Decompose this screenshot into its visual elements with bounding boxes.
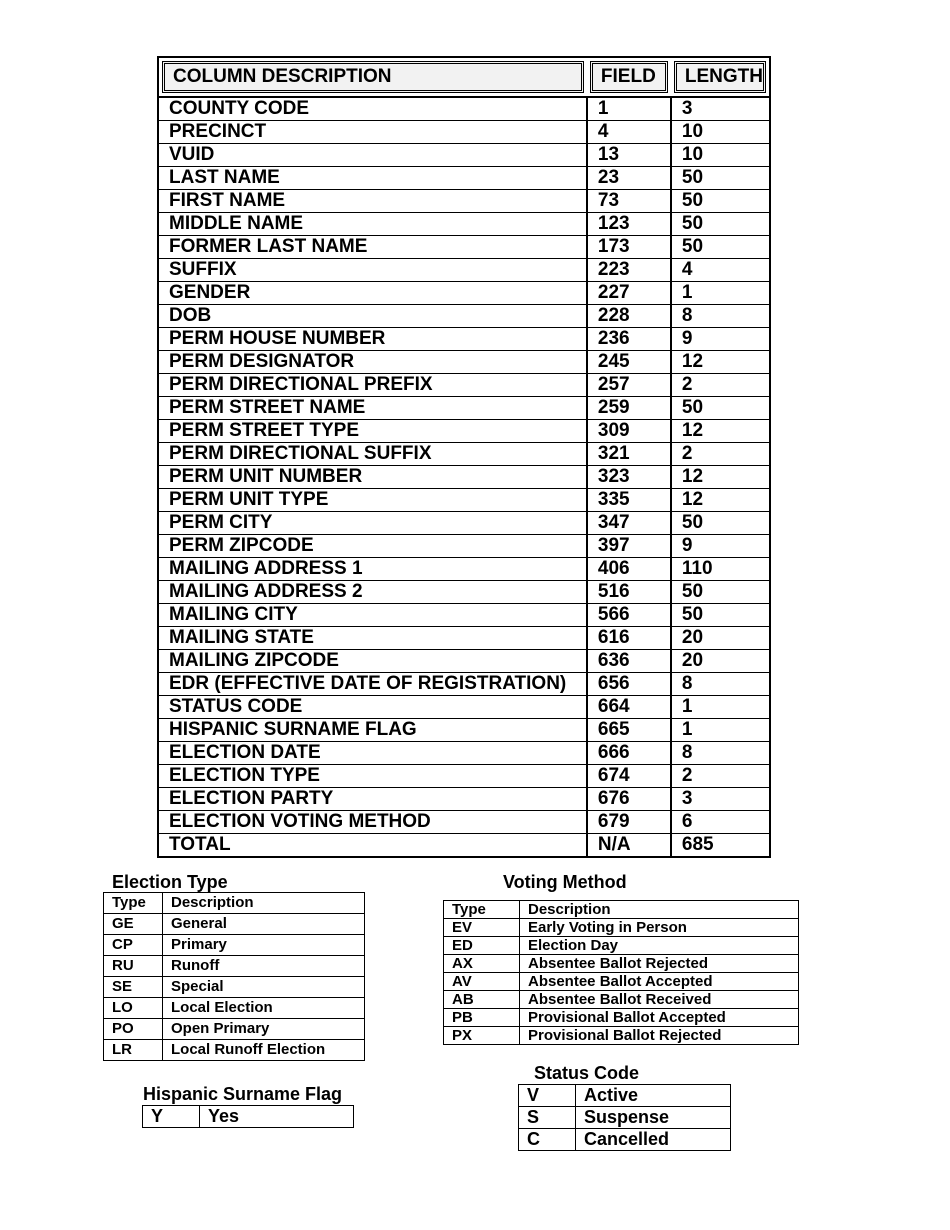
cell-description: MAILING ADDRESS 1 [158,558,587,581]
cell-description: Primary [163,935,365,956]
cell-description: FIRST NAME [158,190,587,213]
header-description: Description [163,893,365,914]
cell-type: PB [444,1009,520,1027]
cell-type: AB [444,991,520,1009]
table-row [158,650,770,673]
table-row [158,328,770,351]
header-field: FIELD [587,57,671,97]
table-row [158,305,770,328]
cell-description: Special [163,977,365,998]
cell-description: DOB [158,305,587,328]
table-row [158,765,770,788]
cell-description: EDR (EFFECTIVE DATE OF REGISTRATION) [158,673,587,696]
cell-description: PERM ZIPCODE [158,535,587,558]
table-row [158,397,770,420]
cell-length: 10 [671,121,770,144]
cell-length: 8 [671,673,770,696]
cell-length: 2 [671,765,770,788]
cell-field: 674 [587,765,671,788]
cell-field: 321 [587,443,671,466]
cell-field: 679 [587,811,671,834]
table-row [158,834,770,858]
table-row [158,719,770,742]
cell-length: 50 [671,236,770,259]
cell-field: 123 [587,213,671,236]
cell-description: Provisional Ballot Rejected [520,1027,799,1045]
cell-field: 666 [587,742,671,765]
cell-description: Suspense [576,1107,731,1129]
cell-length: 50 [671,167,770,190]
cell-field: 636 [587,650,671,673]
table-row [158,512,770,535]
cell-field: 309 [587,420,671,443]
voting-method-title: Voting Method [503,872,627,892]
cell-length: 8 [671,742,770,765]
table-row [158,121,770,144]
cell-description: MAILING ADDRESS 2 [158,581,587,604]
table-row [158,236,770,259]
table-row [158,282,770,305]
cell-description: GENDER [158,282,587,305]
cell-field: N/A [587,834,671,858]
table-row [104,935,365,956]
table-row [158,581,770,604]
cell-description: PRECINCT [158,121,587,144]
table-row [444,973,799,991]
table-row [104,1040,365,1061]
cell-field: 223 [587,259,671,282]
header-length: LENGTH [671,57,770,97]
cell-description: Absentee Ballot Rejected [520,955,799,973]
table-row [444,1009,799,1027]
cell-type: GE [104,914,163,935]
cell-type: CP [104,935,163,956]
cell-description: Runoff [163,956,365,977]
cell-length: 3 [671,788,770,811]
table-row [158,144,770,167]
table-row [158,351,770,374]
cell-description: ELECTION PARTY [158,788,587,811]
header-description: Description [520,901,799,919]
cell-field: 227 [587,282,671,305]
table-row [104,977,365,998]
cell-description: PERM DIRECTIONAL SUFFIX [158,443,587,466]
cell-length: 20 [671,627,770,650]
table-row [158,420,770,443]
cell-field: 516 [587,581,671,604]
table-row [143,1106,354,1128]
cell-field: 4 [587,121,671,144]
cell-description: Election Day [520,937,799,955]
table-row [104,1019,365,1040]
cell-field: 257 [587,374,671,397]
table-row [104,914,365,935]
table-row [158,259,770,282]
cell-description: PERM UNIT NUMBER [158,466,587,489]
cell-field: 347 [587,512,671,535]
cell-field: 665 [587,719,671,742]
cell-description: PERM STREET NAME [158,397,587,420]
header-type: Type [444,901,520,919]
table-row [444,919,799,937]
cell-length: 1 [671,696,770,719]
cell-code: C [519,1129,576,1151]
table-row [158,558,770,581]
table-row [444,1027,799,1045]
table-row [158,627,770,650]
cell-description: General [163,914,365,935]
cell-description: Local Election [163,998,365,1019]
cell-description: Absentee Ballot Accepted [520,973,799,991]
cell-field: 245 [587,351,671,374]
cell-length: 685 [671,834,770,858]
cell-length: 50 [671,581,770,604]
cell-type: LR [104,1040,163,1061]
header-column-description: COLUMN DESCRIPTION [158,57,587,97]
table-row [104,956,365,977]
table-row [519,1129,731,1151]
cell-description: HISPANIC SURNAME FLAG [158,719,587,742]
table-row [104,998,365,1019]
cell-type: ED [444,937,520,955]
cell-description: MAILING STATE [158,627,587,650]
cell-type: SE [104,977,163,998]
cell-description: LAST NAME [158,167,587,190]
cell-length: 12 [671,420,770,443]
cell-description: PERM DESIGNATOR [158,351,587,374]
table-row [158,466,770,489]
status-code-table [518,1084,731,1151]
cell-length: 9 [671,328,770,351]
cell-description: Early Voting in Person [520,919,799,937]
cell-description: MAILING ZIPCODE [158,650,587,673]
cell-length: 9 [671,535,770,558]
cell-length: 20 [671,650,770,673]
cell-length: 10 [671,144,770,167]
table-row [444,955,799,973]
cell-field: 397 [587,535,671,558]
table-row [444,991,799,1009]
voting-method-table [443,900,799,1045]
cell-description: ELECTION VOTING METHOD [158,811,587,834]
cell-field: 676 [587,788,671,811]
cell-description: PERM HOUSE NUMBER [158,328,587,351]
cell-description: ELECTION DATE [158,742,587,765]
cell-description: SUFFIX [158,259,587,282]
cell-description: PERM STREET TYPE [158,420,587,443]
table-row [519,1085,731,1107]
cell-code: Y [143,1106,200,1128]
cell-length: 1 [671,282,770,305]
cell-type: AV [444,973,520,991]
hispanic-surname-flag-title: Hispanic Surname Flag [143,1084,343,1104]
table-row [158,213,770,236]
table-header-row [158,57,770,97]
table-row [158,535,770,558]
status-code-title: Status Code [534,1063,640,1083]
table-row [158,374,770,397]
cell-length: 1 [671,719,770,742]
cell-description: MAILING CITY [158,604,587,627]
cell-field: 23 [587,167,671,190]
election-type-title: Election Type [112,872,228,892]
cell-field: 664 [587,696,671,719]
cell-description: Active [576,1085,731,1107]
cell-description: Provisional Ballot Accepted [520,1009,799,1027]
cell-description: FORMER LAST NAME [158,236,587,259]
cell-length: 8 [671,305,770,328]
cell-field: 73 [587,190,671,213]
cell-field: 406 [587,558,671,581]
table-row [519,1107,731,1129]
table-body [158,97,770,857]
table-row [158,604,770,627]
cell-description: STATUS CODE [158,696,587,719]
cell-length: 6 [671,811,770,834]
cell-field: 259 [587,397,671,420]
cell-field: 335 [587,489,671,512]
table-row [158,742,770,765]
table-row [158,443,770,466]
header-type: Type [104,893,163,914]
cell-code: S [519,1107,576,1129]
table-header-row [104,893,365,914]
cell-length: 50 [671,213,770,236]
table-row [158,489,770,512]
cell-type: AX [444,955,520,973]
cell-type: LO [104,998,163,1019]
cell-type: PX [444,1027,520,1045]
table-row [158,811,770,834]
cell-description: MIDDLE NAME [158,213,587,236]
cell-description: ELECTION TYPE [158,765,587,788]
cell-length: 12 [671,466,770,489]
table-row [158,673,770,696]
cell-field: 173 [587,236,671,259]
cell-length: 110 [671,558,770,581]
column-layout-table [157,56,771,858]
table-row [158,696,770,719]
cell-description: Absentee Ballot Received [520,991,799,1009]
cell-description: TOTAL [158,834,587,858]
cell-field: 323 [587,466,671,489]
cell-length: 2 [671,443,770,466]
cell-description: Cancelled [576,1129,731,1151]
cell-description: PERM DIRECTIONAL PREFIX [158,374,587,397]
cell-length: 4 [671,259,770,282]
cell-field: 656 [587,673,671,696]
table-header-row [444,901,799,919]
cell-field: 228 [587,305,671,328]
cell-field: 1 [587,97,671,121]
cell-description: Yes [200,1106,354,1128]
cell-description: COUNTY CODE [158,97,587,121]
cell-type: PO [104,1019,163,1040]
election-type-table [103,892,365,1061]
cell-field: 13 [587,144,671,167]
table-row [158,788,770,811]
cell-description: PERM UNIT TYPE [158,489,587,512]
cell-length: 50 [671,190,770,213]
cell-type: RU [104,956,163,977]
cell-length: 12 [671,489,770,512]
cell-description: Local Runoff Election [163,1040,365,1061]
table-row [158,167,770,190]
cell-length: 3 [671,97,770,121]
cell-description: VUID [158,144,587,167]
cell-length: 50 [671,604,770,627]
cell-description: PERM CITY [158,512,587,535]
cell-length: 12 [671,351,770,374]
cell-description: Open Primary [163,1019,365,1040]
cell-field: 236 [587,328,671,351]
table-row [444,937,799,955]
cell-type: EV [444,919,520,937]
cell-length: 50 [671,512,770,535]
cell-code: V [519,1085,576,1107]
cell-length: 50 [671,397,770,420]
cell-field: 616 [587,627,671,650]
table-row [158,97,770,121]
table-row [158,190,770,213]
hispanic-surname-flag-table [142,1105,354,1128]
cell-length: 2 [671,374,770,397]
cell-field: 566 [587,604,671,627]
